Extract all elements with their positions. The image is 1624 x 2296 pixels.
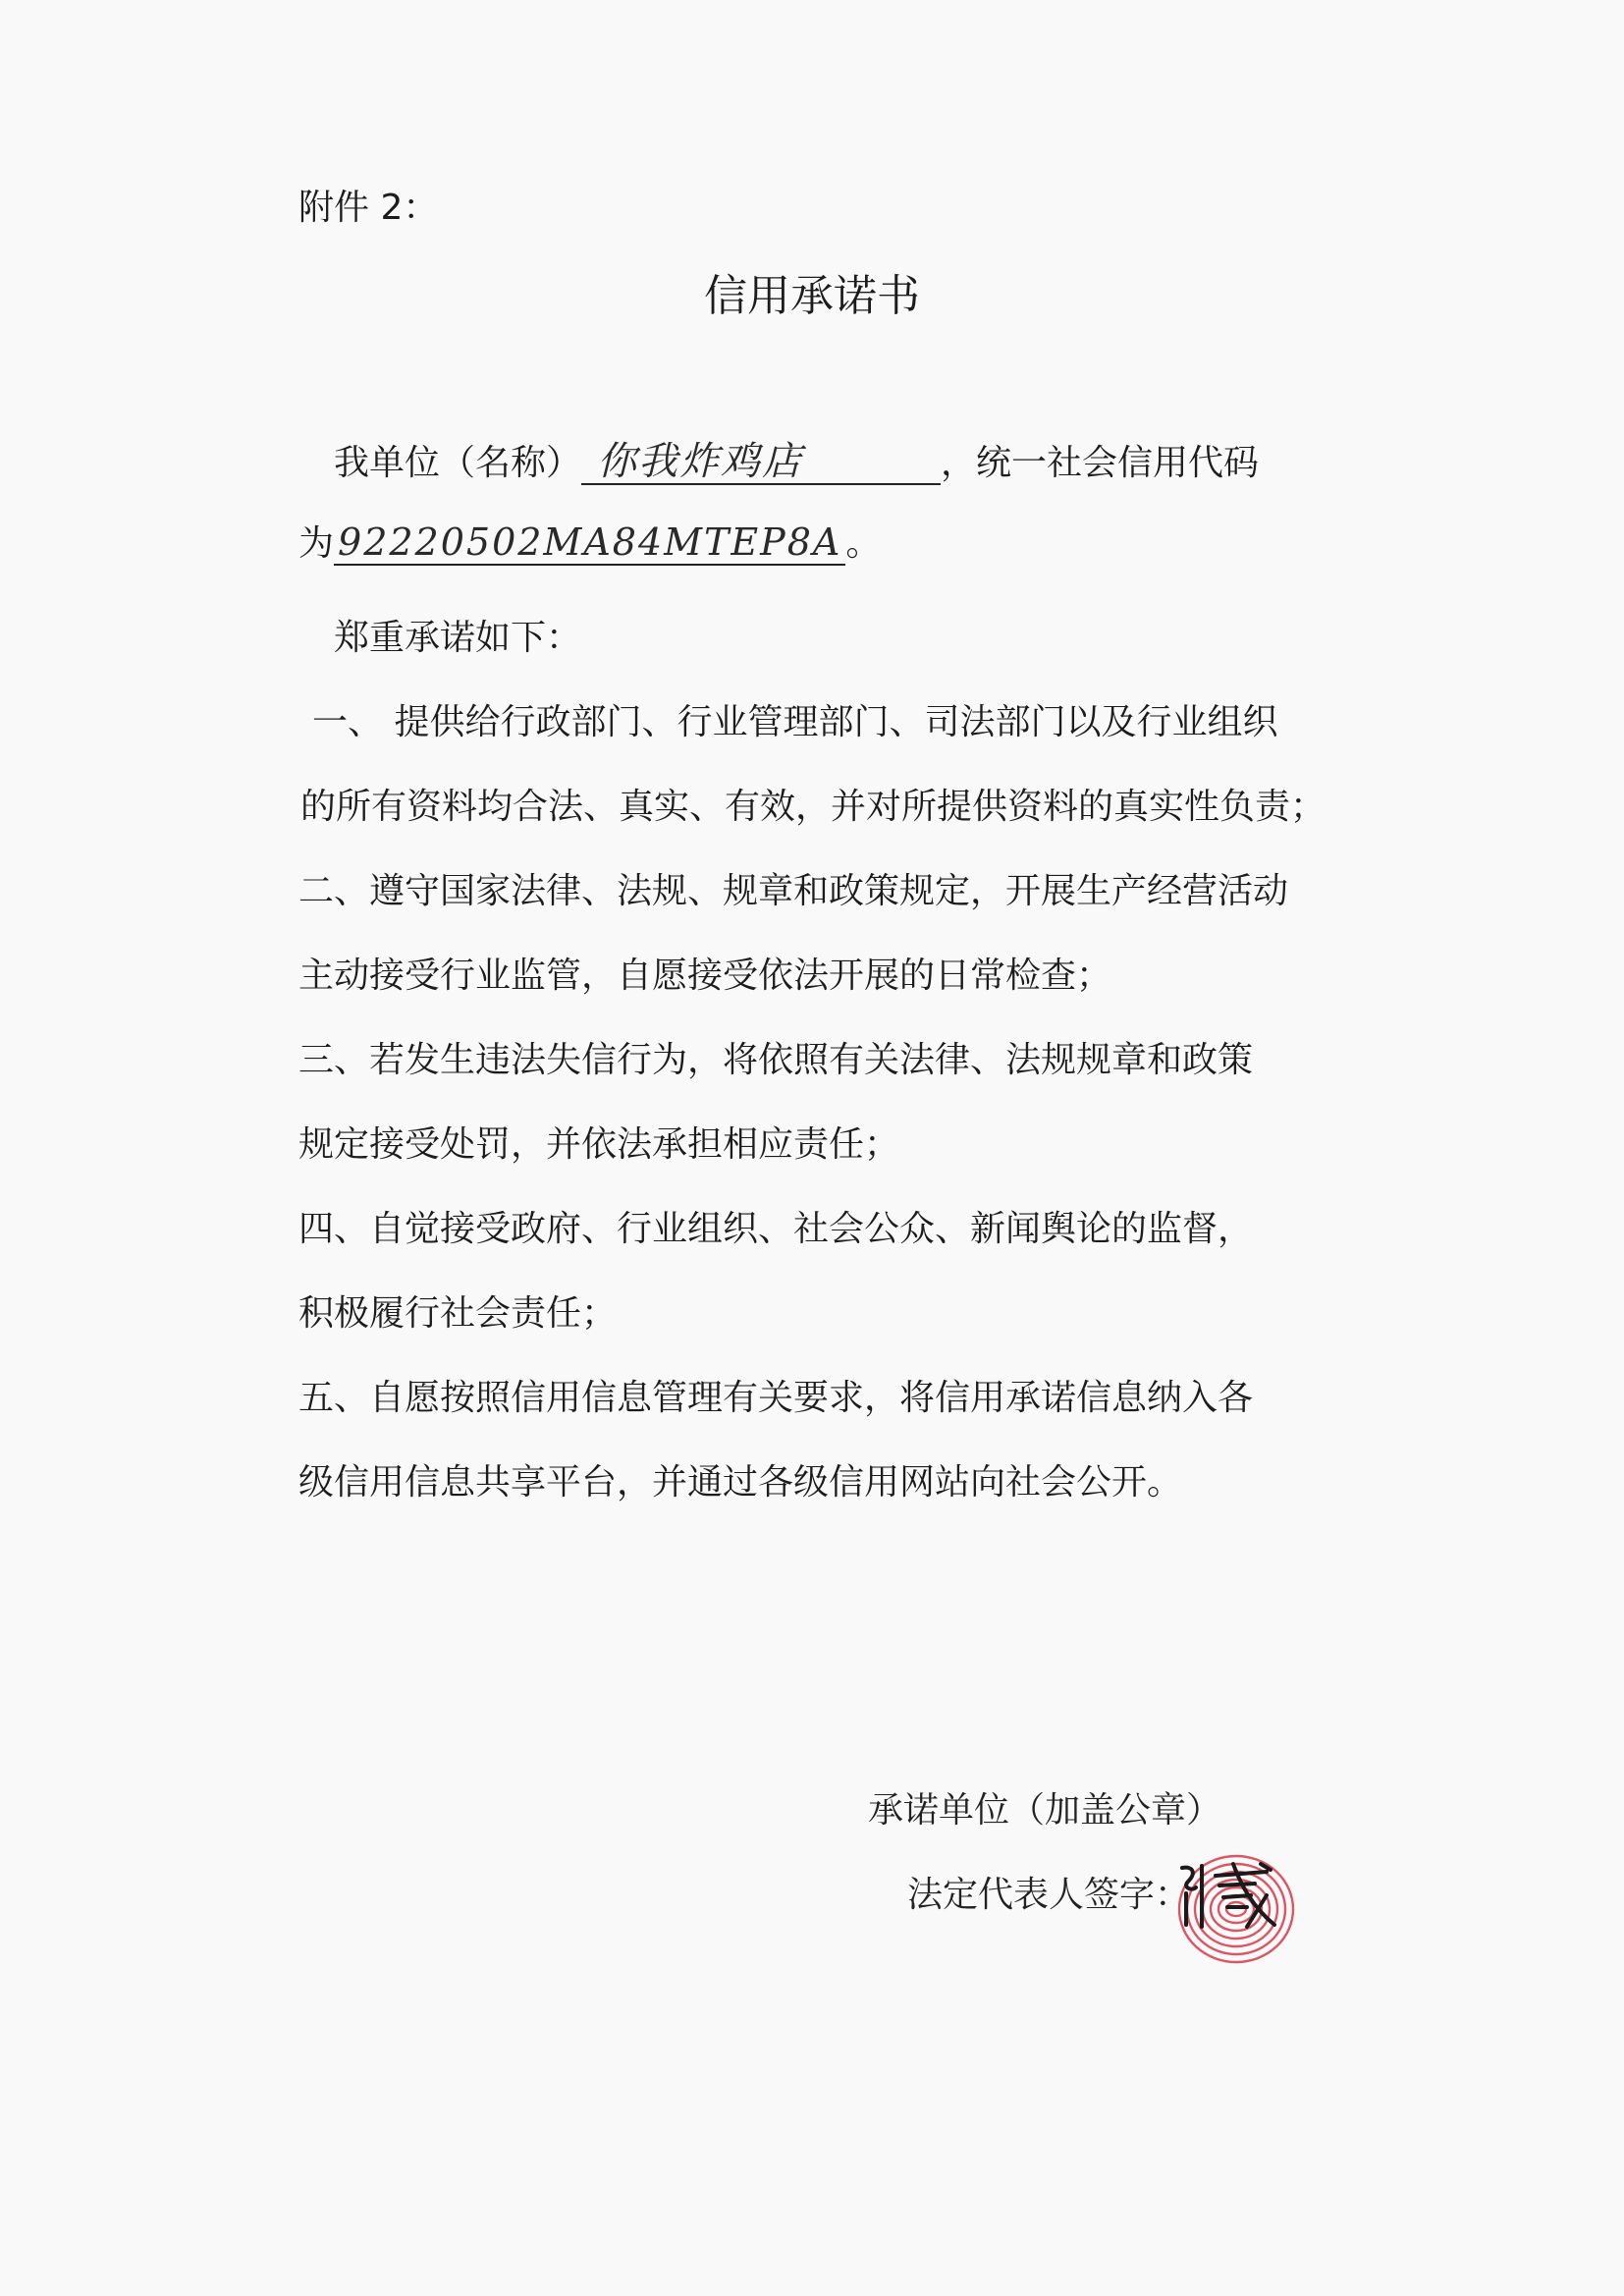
clause-2-line-1: 二、遵守国家法律、法规、规章和政策规定，开展生产经营活动 [298,871,1289,911]
handwritten-signature-icon [1172,1856,1280,1935]
unit-name-field: 你我炸鸡店 [581,440,941,485]
clause-5-line-2: 级信用信息共享平台，并通过各级信用网站向社会公开。 [298,1462,1183,1503]
credit-code-field: 92220502MA84MTEP8A [334,520,845,566]
clause-4-line-1: 四、自觉接受政府、行业组织、社会公众、新闻舆论的监督， [298,1209,1254,1249]
solemn-promise: 郑重承诺如下： [334,618,582,658]
seal-label: 承诺单位（加盖公章） [868,1790,1222,1831]
intro-prefix: 我单位（名称） [334,443,582,483]
attachment-label: 附件 2： [298,188,439,228]
intro-line-2 [298,520,1408,568]
signature-area [868,1787,1418,1984]
intro-middle: ，统一社会信用代码 [941,443,1260,483]
intro-line-1 [334,440,1443,487]
sign-label: 法定代表人签字： [907,1875,1191,1915]
clause-4-line-2: 积极履行社会责任； [298,1293,618,1334]
clause-3-line-2: 规定接受处罚，并依法承担相应责任； [298,1124,900,1165]
clause-1-line-2: 的所有资料均合法、真实、有效，并对所提供资料的真实性负责； [300,787,1326,827]
clause-3-line-1: 三、若发生违法失信行为，将依照有关法律、法规规章和政策 [298,1040,1254,1080]
document-title: 信用承诺书 [704,271,920,321]
code-prefix: 为 [298,523,335,564]
clause-2-line-2: 主动接受行业监管，自愿接受依法开展的日常检查； [298,956,1112,996]
code-suffix: 。 [845,523,882,564]
clause-5-line-1: 五、自愿按照信用信息管理有关要求，将信用承诺信息纳入各 [298,1378,1254,1418]
clause-1-line-1: 一、 提供给行政部门、行业管理部门、司法部门以及行业组织 [312,702,1278,742]
